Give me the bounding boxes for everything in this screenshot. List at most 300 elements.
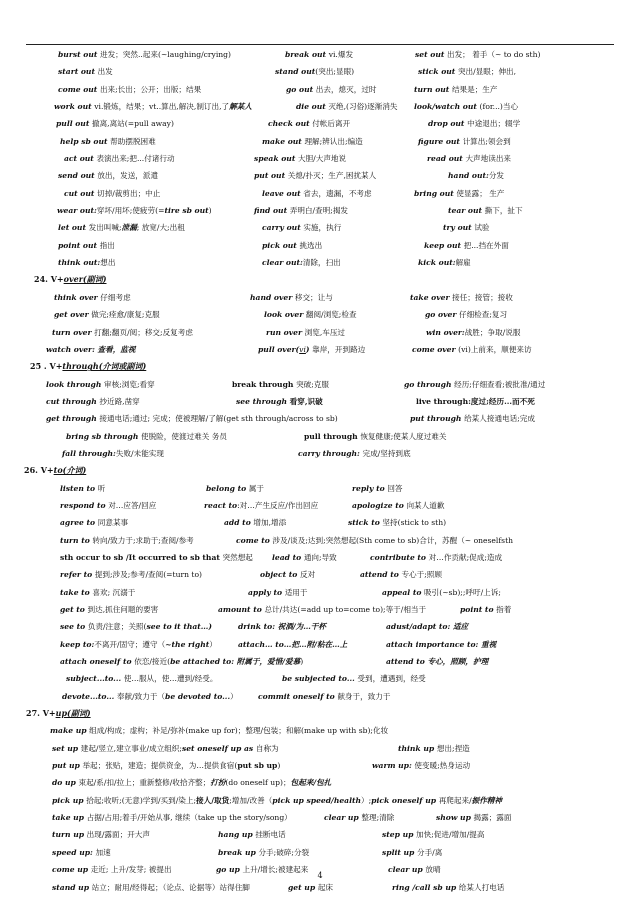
- text-fragment: 占据/占用;着手/开始从事, 继续（take up the story/song）: [86, 813, 292, 823]
- text-fragment: 出发: [97, 67, 113, 77]
- text-fragment: ;增加/改善（: [229, 795, 273, 805]
- text-fragment: 挂断电话: [255, 830, 286, 840]
- text-fragment: keep out: [424, 240, 464, 250]
- phrase-entry: [392, 879, 504, 896]
- text-fragment: 分发: [488, 171, 505, 181]
- phrase-entry: [46, 393, 140, 410]
- text-fragment: 接人/取货: [196, 795, 230, 805]
- phrase-entry: [258, 341, 365, 358]
- text-fragment: 度过;经历...而不死: [470, 396, 535, 406]
- text-fragment: bring out: [414, 188, 457, 198]
- phrase-entry: [52, 757, 280, 774]
- text-fragment: warm up:: [372, 761, 415, 771]
- text-fragment: ring /call sb up: [392, 882, 459, 892]
- text-fragment: clear up: [324, 813, 362, 823]
- phrase-entry: [304, 428, 446, 445]
- text-fragment: 负责/注意；关照(: [87, 622, 147, 632]
- text-fragment: act out: [64, 154, 97, 164]
- phrase-row: [0, 219, 640, 236]
- phrase-entry: [58, 237, 115, 254]
- text-fragment: put up: [52, 761, 83, 771]
- section-title: [34, 271, 106, 288]
- text-fragment: agree to: [60, 518, 98, 528]
- phrase-entry: [418, 254, 471, 271]
- text-fragment: see to it that…): [146, 622, 212, 632]
- text-fragment: cut out: [64, 188, 98, 198]
- text-fragment: stick out: [418, 67, 458, 77]
- phrase-row: [0, 133, 640, 150]
- text-fragment: see to: [60, 622, 88, 632]
- text-fragment: 拾起;收听;(无意)学到/买到/染上;: [86, 795, 197, 805]
- text-fragment: put sb up: [237, 761, 278, 771]
- text-fragment: appeal to: [382, 587, 425, 597]
- text-fragment: cut through: [46, 396, 100, 406]
- text-fragment: get over: [54, 310, 92, 320]
- text-fragment: read out: [427, 154, 466, 164]
- text-fragment: 指着: [496, 605, 512, 614]
- text-fragment: ): [305, 344, 313, 354]
- phrase-row: [0, 792, 640, 809]
- text-fragment: run over: [266, 327, 305, 337]
- phrase-entry: [62, 688, 238, 705]
- phrase-entry: [286, 81, 377, 98]
- text-fragment: 适应: [452, 622, 469, 632]
- phrase-entry: [428, 115, 520, 132]
- phrase-entry: [415, 46, 540, 63]
- phrase-row: [0, 324, 640, 341]
- phrase-row: [0, 46, 640, 63]
- section-title: [24, 462, 86, 479]
- phrase-entry: [324, 809, 394, 826]
- text-fragment: pull over(: [258, 344, 300, 354]
- phrase-row: [0, 688, 640, 705]
- text-fragment: 给某人打电话: [458, 882, 505, 892]
- phrase-row: [0, 618, 640, 635]
- section-heading: [0, 271, 640, 288]
- text-fragment: 总计/共达(=add up to=come to);等于/相当于: [264, 605, 427, 614]
- text-fragment: come up: [52, 865, 91, 875]
- text-fragment: keep to:: [60, 639, 95, 649]
- phrase-entry: [54, 289, 131, 306]
- text-fragment: 组成/构成；虚构；补足/弥补(make up for)；整理/包装；和解(make up with sb);化妆: [89, 726, 389, 736]
- text-fragment: go out: [286, 84, 316, 94]
- text-fragment: sth occur to sb /It occurred to sb that: [60, 552, 223, 562]
- phrase-row: [0, 167, 640, 184]
- text-fragment: (vi)上前来，顺便来访: [458, 344, 532, 354]
- phrase-entry: [348, 514, 446, 531]
- text-fragment: 表演出来;把...付诸行动: [96, 154, 175, 164]
- text-fragment: 加速: [95, 847, 111, 857]
- phrase-entry: [60, 480, 105, 497]
- section-heading: [0, 358, 640, 375]
- text-fragment: send out: [58, 171, 98, 181]
- phrase-row: [0, 879, 640, 896]
- text-fragment: break through: [232, 379, 297, 389]
- text-fragment: 再爬起来/: [438, 795, 472, 805]
- text-fragment: tear out: [448, 206, 485, 216]
- phrase-entry: [218, 844, 309, 861]
- phrase-entry: [62, 445, 164, 462]
- phrase-entry: [50, 722, 388, 739]
- text-fragment: 适用于: [284, 587, 308, 597]
- text-fragment: commit oneself to: [258, 691, 338, 701]
- phrase-entry: [60, 514, 128, 531]
- phrase-entry: [386, 636, 496, 653]
- phrase-entry: [436, 809, 512, 826]
- phrase-entry: [238, 618, 326, 635]
- phrase-entry: [224, 514, 286, 531]
- phrase-entry: [52, 792, 502, 809]
- phrase-row: [0, 740, 640, 757]
- text-fragment: 查看，监视: [97, 344, 136, 354]
- phrase-entry: [386, 653, 488, 670]
- text-fragment: 翻阅/浏览;检查: [305, 310, 357, 320]
- phrase-entry: [352, 480, 403, 497]
- phrase-entry: [52, 809, 292, 826]
- text-fragment: object: [260, 570, 289, 580]
- phrase-entry: [60, 653, 303, 670]
- text-fragment: make out: [262, 136, 305, 146]
- text-fragment: ): [300, 657, 304, 667]
- text-fragment: take up: [52, 813, 87, 823]
- text-fragment: 分手/离: [416, 847, 443, 857]
- phrase-row: [0, 601, 640, 618]
- text-fragment: 放出，发送，派遣: [97, 171, 159, 181]
- text-fragment: break up: [218, 847, 259, 857]
- text-fragment: 25 . V+: [30, 361, 63, 372]
- text-fragment: 泄漏: [121, 223, 137, 233]
- text-fragment: leave out: [262, 188, 304, 198]
- text-fragment: help sb out: [60, 136, 111, 146]
- text-fragment: point out: [58, 240, 100, 250]
- text-fragment: find out: [254, 206, 290, 216]
- section-heading: [0, 705, 640, 722]
- text-fragment: kick out:: [418, 258, 456, 268]
- top-rule: [26, 44, 614, 45]
- text-fragment: react to: [204, 500, 238, 510]
- text-fragment: 切掉/裁剪出；中止: [97, 188, 161, 198]
- phrase-entry: [60, 497, 156, 514]
- phrase-entry: [410, 410, 535, 427]
- text-fragment: 加快;促进/增加/提高: [416, 830, 485, 840]
- text-fragment: take to: [60, 587, 93, 597]
- text-fragment: 试验: [474, 223, 490, 233]
- phrase-entry: [427, 150, 511, 167]
- phrase-entry: [60, 618, 212, 635]
- phrase-row: [0, 341, 640, 358]
- text-fragment: think over: [54, 292, 101, 302]
- text-fragment: set up: [52, 743, 81, 753]
- phrase-entry: [57, 202, 212, 219]
- text-fragment: 到达,抓住问题的要害: [87, 605, 159, 614]
- phrase-entry: [232, 376, 329, 393]
- text-fragment: step up: [382, 830, 417, 840]
- text-fragment: turn out: [414, 84, 452, 94]
- text-fragment: point to: [460, 605, 497, 614]
- text-fragment: ）;: [361, 795, 372, 805]
- text-fragment: ~the right: [165, 639, 210, 649]
- text-fragment: 24. V+: [34, 274, 64, 285]
- text-fragment: 撕下，扯下: [484, 206, 523, 216]
- text-fragment: 祝酒/为…干杯: [277, 622, 326, 632]
- phrase-entry: [250, 289, 333, 306]
- text-fragment: 出现/露面；开大声: [86, 830, 150, 840]
- text-fragment: 属于: [248, 483, 264, 493]
- text-fragment: break out: [285, 50, 329, 59]
- phrase-entry: [414, 81, 498, 98]
- text-fragment: 大声地读出来: [465, 154, 512, 164]
- phrase-entry: [258, 688, 391, 705]
- text-fragment: 想出: [100, 258, 116, 268]
- text-fragment: 灭绝,(习俗)逐渐消失: [328, 102, 398, 112]
- phrase-row: [0, 428, 640, 445]
- text-fragment: let out: [58, 223, 89, 233]
- phrase-row: [0, 653, 640, 670]
- phrase-entry: [46, 376, 155, 393]
- text-fragment: watch over:: [46, 344, 98, 354]
- text-fragment: devote...to...: [62, 691, 117, 701]
- phrase-entry: [443, 219, 490, 236]
- text-fragment: be attached to: 附属于，爱惜/爱慕: [170, 657, 301, 667]
- text-fragment: 穿坏/用坏;使疲劳(=: [96, 206, 165, 216]
- phrase-row: [0, 636, 640, 653]
- section-title: [30, 358, 146, 375]
- phrase-entry: [285, 46, 353, 63]
- text-fragment: 失败/未能实现: [115, 448, 164, 458]
- phrase-entry: [382, 584, 501, 601]
- text-fragment: be devoted to...: [165, 691, 231, 701]
- phrase-entry: [60, 636, 217, 653]
- phrase-entry: [296, 98, 398, 115]
- phrase-entry: [412, 341, 532, 358]
- phrase-row: [0, 376, 640, 393]
- text-fragment: check out: [268, 119, 313, 129]
- phrase-row: [0, 237, 640, 254]
- text-fragment: ）: [209, 639, 217, 649]
- phrase-entry: [66, 670, 217, 687]
- text-fragment: over(副词): [63, 274, 107, 285]
- text-fragment: clear up: [388, 865, 426, 875]
- text-fragment: carry through:: [298, 448, 363, 458]
- phrase-entry: [425, 306, 507, 323]
- text-fragment: 出发； 着手（~ to do sth): [447, 50, 541, 59]
- text-fragment: to: [288, 570, 300, 580]
- text-fragment: 解某人: [229, 102, 252, 112]
- text-fragment: 撤离,离站(=pull away): [91, 119, 174, 129]
- text-fragment: set oneself up as: [181, 743, 256, 753]
- text-fragment: 反对: [299, 570, 316, 580]
- text-fragment: 转向/致力于;求助于;查阅/参考: [92, 535, 194, 545]
- text-fragment: pick out: [262, 240, 300, 250]
- text-fragment: 接通电话;通过; 完成；使被理解/了解(get sth through/across to sb): [99, 414, 338, 424]
- phrase-entry: [54, 98, 252, 115]
- text-fragment: fall through:: [62, 448, 116, 458]
- section-title: [26, 705, 91, 722]
- text-fragment: 听: [97, 483, 106, 493]
- text-fragment: attach… to…把…附/粘在…上: [238, 639, 348, 649]
- phrase-entry: [58, 46, 231, 63]
- text-fragment: 增加,增添: [253, 518, 287, 528]
- text-fragment: take over: [410, 292, 453, 302]
- phrase-entry: [386, 618, 468, 635]
- text-fragment: 大胆/大声地说: [297, 154, 347, 164]
- text-fragment: drop out: [428, 119, 468, 129]
- phrase-entry: [52, 774, 331, 791]
- phrase-entry: [58, 63, 113, 80]
- text-fragment: 束起/系/扣/拉上；重新整修/收拾齐整；: [78, 778, 211, 788]
- text-fragment: drink to:: [238, 622, 278, 632]
- phrase-entry: [46, 410, 338, 427]
- text-fragment: 弄明白/查明;揭发: [289, 206, 349, 216]
- text-fragment: 出去，熄灭，过时: [315, 84, 377, 94]
- phrase-entry: [398, 740, 470, 757]
- text-fragment: 靠岸，开到路边: [312, 344, 366, 354]
- phrase-entry: [262, 133, 363, 150]
- text-fragment: 恢复健康;使某人度过难关: [360, 431, 447, 441]
- text-fragment: 依恋/接近(: [134, 657, 171, 667]
- phrase-entry: [418, 133, 511, 150]
- text-fragment: 突破;克服: [296, 379, 329, 389]
- text-fragment: 想出;捏造: [436, 743, 470, 753]
- phrase-entry: [264, 306, 357, 323]
- text-fragment: 经历;仔细查看;被批准/通过: [454, 379, 546, 389]
- phrase-entry: [52, 826, 150, 843]
- phrase-entry: [254, 167, 376, 184]
- text-fragment: 清除，扫出: [302, 258, 341, 268]
- text-fragment: 举起；张贴，建造；提供资金，为…提供食宿(: [82, 761, 238, 771]
- text-fragment: think out:: [58, 258, 101, 268]
- text-fragment: reply to: [352, 483, 388, 493]
- phrase-row: [0, 670, 640, 687]
- phrase-entry: [370, 549, 502, 566]
- section-heading: [0, 462, 640, 479]
- phrase-entry: [46, 341, 135, 358]
- text-fragment: 自称为: [255, 743, 279, 753]
- text-fragment: 打翻;翻页/阅；移交;反复考虑: [94, 327, 193, 337]
- phrase-row: [0, 497, 640, 514]
- text-fragment: ; 放宽/大;出租: [136, 223, 185, 233]
- text-fragment: attach oneself to: [60, 657, 135, 667]
- phrase-entry: [418, 63, 516, 80]
- phrase-row: [0, 254, 640, 271]
- phrase-entry: [52, 324, 193, 341]
- phrase-entry: [60, 549, 253, 566]
- phrase-entry: [64, 185, 160, 202]
- text-fragment: 理解;辨认出;编造: [304, 136, 363, 146]
- text-fragment: up(副词): [55, 708, 91, 719]
- phrase-row: [0, 98, 640, 115]
- text-fragment: 走近; 上升/发芽; 被提出: [90, 865, 172, 875]
- text-fragment: :对…产生反应/作出回应: [237, 500, 319, 510]
- text-fragment: stand up: [52, 882, 92, 892]
- text-fragment: 打扮: [210, 778, 226, 788]
- text-fragment: 不离开/固守；遵守（: [94, 639, 166, 649]
- text-fragment: stand out: [275, 67, 316, 77]
- text-fragment: 使变暖;热身运动: [414, 761, 471, 771]
- text-fragment: speak out: [254, 154, 298, 164]
- text-fragment: subject...to...: [66, 674, 124, 684]
- phrase-row: [0, 410, 640, 427]
- text-fragment: be subjected to...: [282, 674, 358, 684]
- phrase-entry: [382, 826, 484, 843]
- text-fragment: attend to: [386, 657, 428, 667]
- text-fragment: make up: [50, 726, 90, 736]
- text-fragment: 专心于;照顾: [401, 570, 442, 580]
- text-fragment: 向某人道歉: [406, 500, 445, 510]
- phrase-row: [0, 81, 640, 98]
- text-fragment: turn up: [52, 830, 87, 840]
- text-fragment: look/watch out: [414, 102, 480, 112]
- text-fragment: work out: [54, 102, 95, 112]
- text-fragment: 受到，遭遇到，经受: [357, 674, 426, 684]
- text-fragment: hang up: [218, 830, 256, 840]
- text-fragment: (do oneself up)；: [225, 778, 291, 788]
- phrase-row: [0, 549, 640, 566]
- text-fragment: put out: [254, 171, 288, 181]
- text-fragment: 使…服从，使…遭到/经受。: [123, 674, 218, 684]
- text-fragment: 喜欢; 沉溺于: [92, 587, 136, 597]
- text-fragment: come over: [412, 344, 459, 354]
- phrase-entry: [268, 115, 350, 132]
- phrase-entry: [416, 393, 535, 410]
- phrase-entry: [60, 532, 194, 549]
- text-fragment: 对…作贡献;促成;造成: [428, 552, 503, 562]
- text-fragment: try out: [443, 223, 475, 233]
- text-fragment: get through: [46, 414, 100, 424]
- text-fragment: (for...)当心: [479, 102, 519, 112]
- phrase-entry: [58, 167, 158, 184]
- text-fragment: 突出/显眼；伸出,: [457, 67, 517, 77]
- text-fragment: live through:: [416, 396, 471, 406]
- text-fragment: bring sb through: [66, 431, 141, 441]
- text-fragment: 26. V+: [24, 465, 54, 476]
- phrase-row: [0, 826, 640, 843]
- text-fragment: wear out:: [57, 206, 97, 216]
- text-fragment: win over:: [426, 327, 465, 337]
- text-fragment: apply to: [248, 587, 285, 597]
- phrase-row: [0, 566, 640, 583]
- phrase-row: [0, 115, 640, 132]
- phrase-row: [0, 185, 640, 202]
- text-fragment: 结果是；生产: [451, 84, 498, 94]
- text-fragment: turn over: [52, 327, 95, 337]
- phrase-entry: [238, 636, 347, 653]
- phrase-row: [0, 809, 640, 826]
- phrase-entry: [372, 757, 470, 774]
- phrase-entry: [254, 202, 348, 219]
- phrase-list: [0, 46, 640, 896]
- text-fragment: ): [208, 206, 212, 216]
- phrase-entry: [204, 497, 318, 514]
- phrase-entry: [404, 376, 545, 393]
- phrase-row: [0, 289, 640, 306]
- phrase-entry: [60, 601, 158, 618]
- text-fragment: 起床: [317, 882, 333, 892]
- text-fragment: get to: [60, 605, 88, 614]
- phrase-entry: [66, 428, 227, 445]
- text-fragment: pick up: [52, 795, 87, 805]
- text-fragment: 审核;浏览;看穿: [104, 379, 155, 389]
- text-fragment: carry out: [262, 223, 304, 233]
- text-fragment: 进发；突然..起来(~laughing/crying): [100, 50, 231, 59]
- text-fragment: amount to: [218, 605, 265, 614]
- text-fragment: put through: [410, 414, 465, 424]
- text-fragment: 同意某事: [97, 518, 129, 528]
- text-fragment: 战胜；争取/说服: [464, 327, 521, 337]
- phrase-entry: [272, 549, 337, 566]
- phrase-entry: [298, 445, 411, 462]
- phrase-row: [0, 774, 640, 791]
